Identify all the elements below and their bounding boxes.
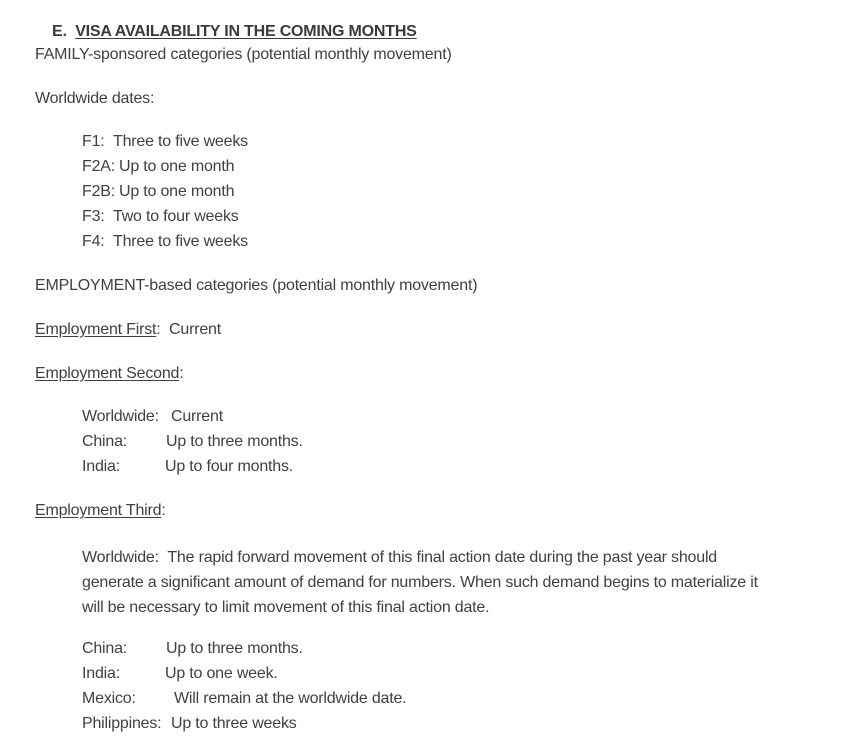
employment-third-item-india xyxy=(82,664,278,684)
employment-first xyxy=(35,320,221,340)
section-title: VISA AVAILABILITY IN THE COMING MONTHS xyxy=(75,23,417,40)
family-item-f4 xyxy=(82,232,248,252)
employment-third-item-mexico xyxy=(82,689,406,709)
family-item-f2b xyxy=(82,182,234,202)
employment-second-item-india xyxy=(82,457,293,477)
employment-second xyxy=(35,364,183,384)
item-label: F1: xyxy=(82,133,105,150)
item-label: F2A: xyxy=(82,158,115,175)
section-prefix: E. xyxy=(51,23,67,40)
item-label: F4: xyxy=(82,233,105,250)
item-value: Up to four months. xyxy=(165,458,294,475)
family-item-f2a xyxy=(82,157,234,177)
employment-third-item-philippines xyxy=(82,714,297,734)
item-label: India: xyxy=(82,665,120,682)
item-label: F3: xyxy=(82,208,105,225)
worldwide-label: Worldwide: xyxy=(82,549,159,566)
item-label: India: xyxy=(82,458,120,475)
employment-second-item-china xyxy=(82,432,303,452)
employment-third-item-china xyxy=(82,639,303,659)
item-label: F2B: xyxy=(82,183,115,200)
worldwide-text: The rapid forward movement of this final action date during the past year should generate a significant amount of demand for numbers. When such demand begins to materialize it will be necessary to limit movement of this final action date. xyxy=(82,549,758,616)
item-value: Up to three months. xyxy=(166,433,303,450)
colon: : xyxy=(179,365,184,382)
item-value: Current xyxy=(171,408,223,425)
item-label: Mexico: xyxy=(82,690,136,707)
item-value: Up to one week. xyxy=(165,665,278,682)
employment-third-worldwide-paragraph xyxy=(82,545,762,620)
colon: : xyxy=(161,502,166,519)
item-value: Up to one month xyxy=(119,158,235,175)
employment-second-label: Employment Second xyxy=(35,365,180,382)
family-item-f3 xyxy=(82,207,239,227)
family-heading: FAMILY-sponsored categories (potential monthly movement) xyxy=(35,46,452,63)
item-label: China: xyxy=(82,640,128,657)
employment-third-label: Employment Third xyxy=(35,502,162,519)
item-label: Worldwide: xyxy=(82,408,159,425)
item-value: Three to five weeks xyxy=(113,233,248,250)
item-value: Will remain at the worldwide date. xyxy=(174,690,407,707)
item-value: Three to five weeks xyxy=(113,133,248,150)
employment-third xyxy=(35,501,166,521)
family-worldwide-label: Worldwide dates: xyxy=(35,90,155,107)
employment-first-label: Employment First xyxy=(35,321,157,338)
family-item-f1 xyxy=(82,132,248,152)
item-value: Two to four weeks xyxy=(113,208,239,225)
colon: : xyxy=(156,321,161,338)
item-value: Up to three months. xyxy=(166,640,303,657)
employment-first-value: Current xyxy=(169,321,221,338)
item-label: China: xyxy=(82,433,128,450)
employment-heading: EMPLOYMENT-based categories (potential monthly movement) xyxy=(35,277,478,294)
item-label: Philippines: xyxy=(82,715,162,732)
item-value: Up to three weeks xyxy=(171,715,297,732)
employment-second-item-worldwide xyxy=(82,407,223,427)
item-value: Up to one month xyxy=(119,183,235,200)
